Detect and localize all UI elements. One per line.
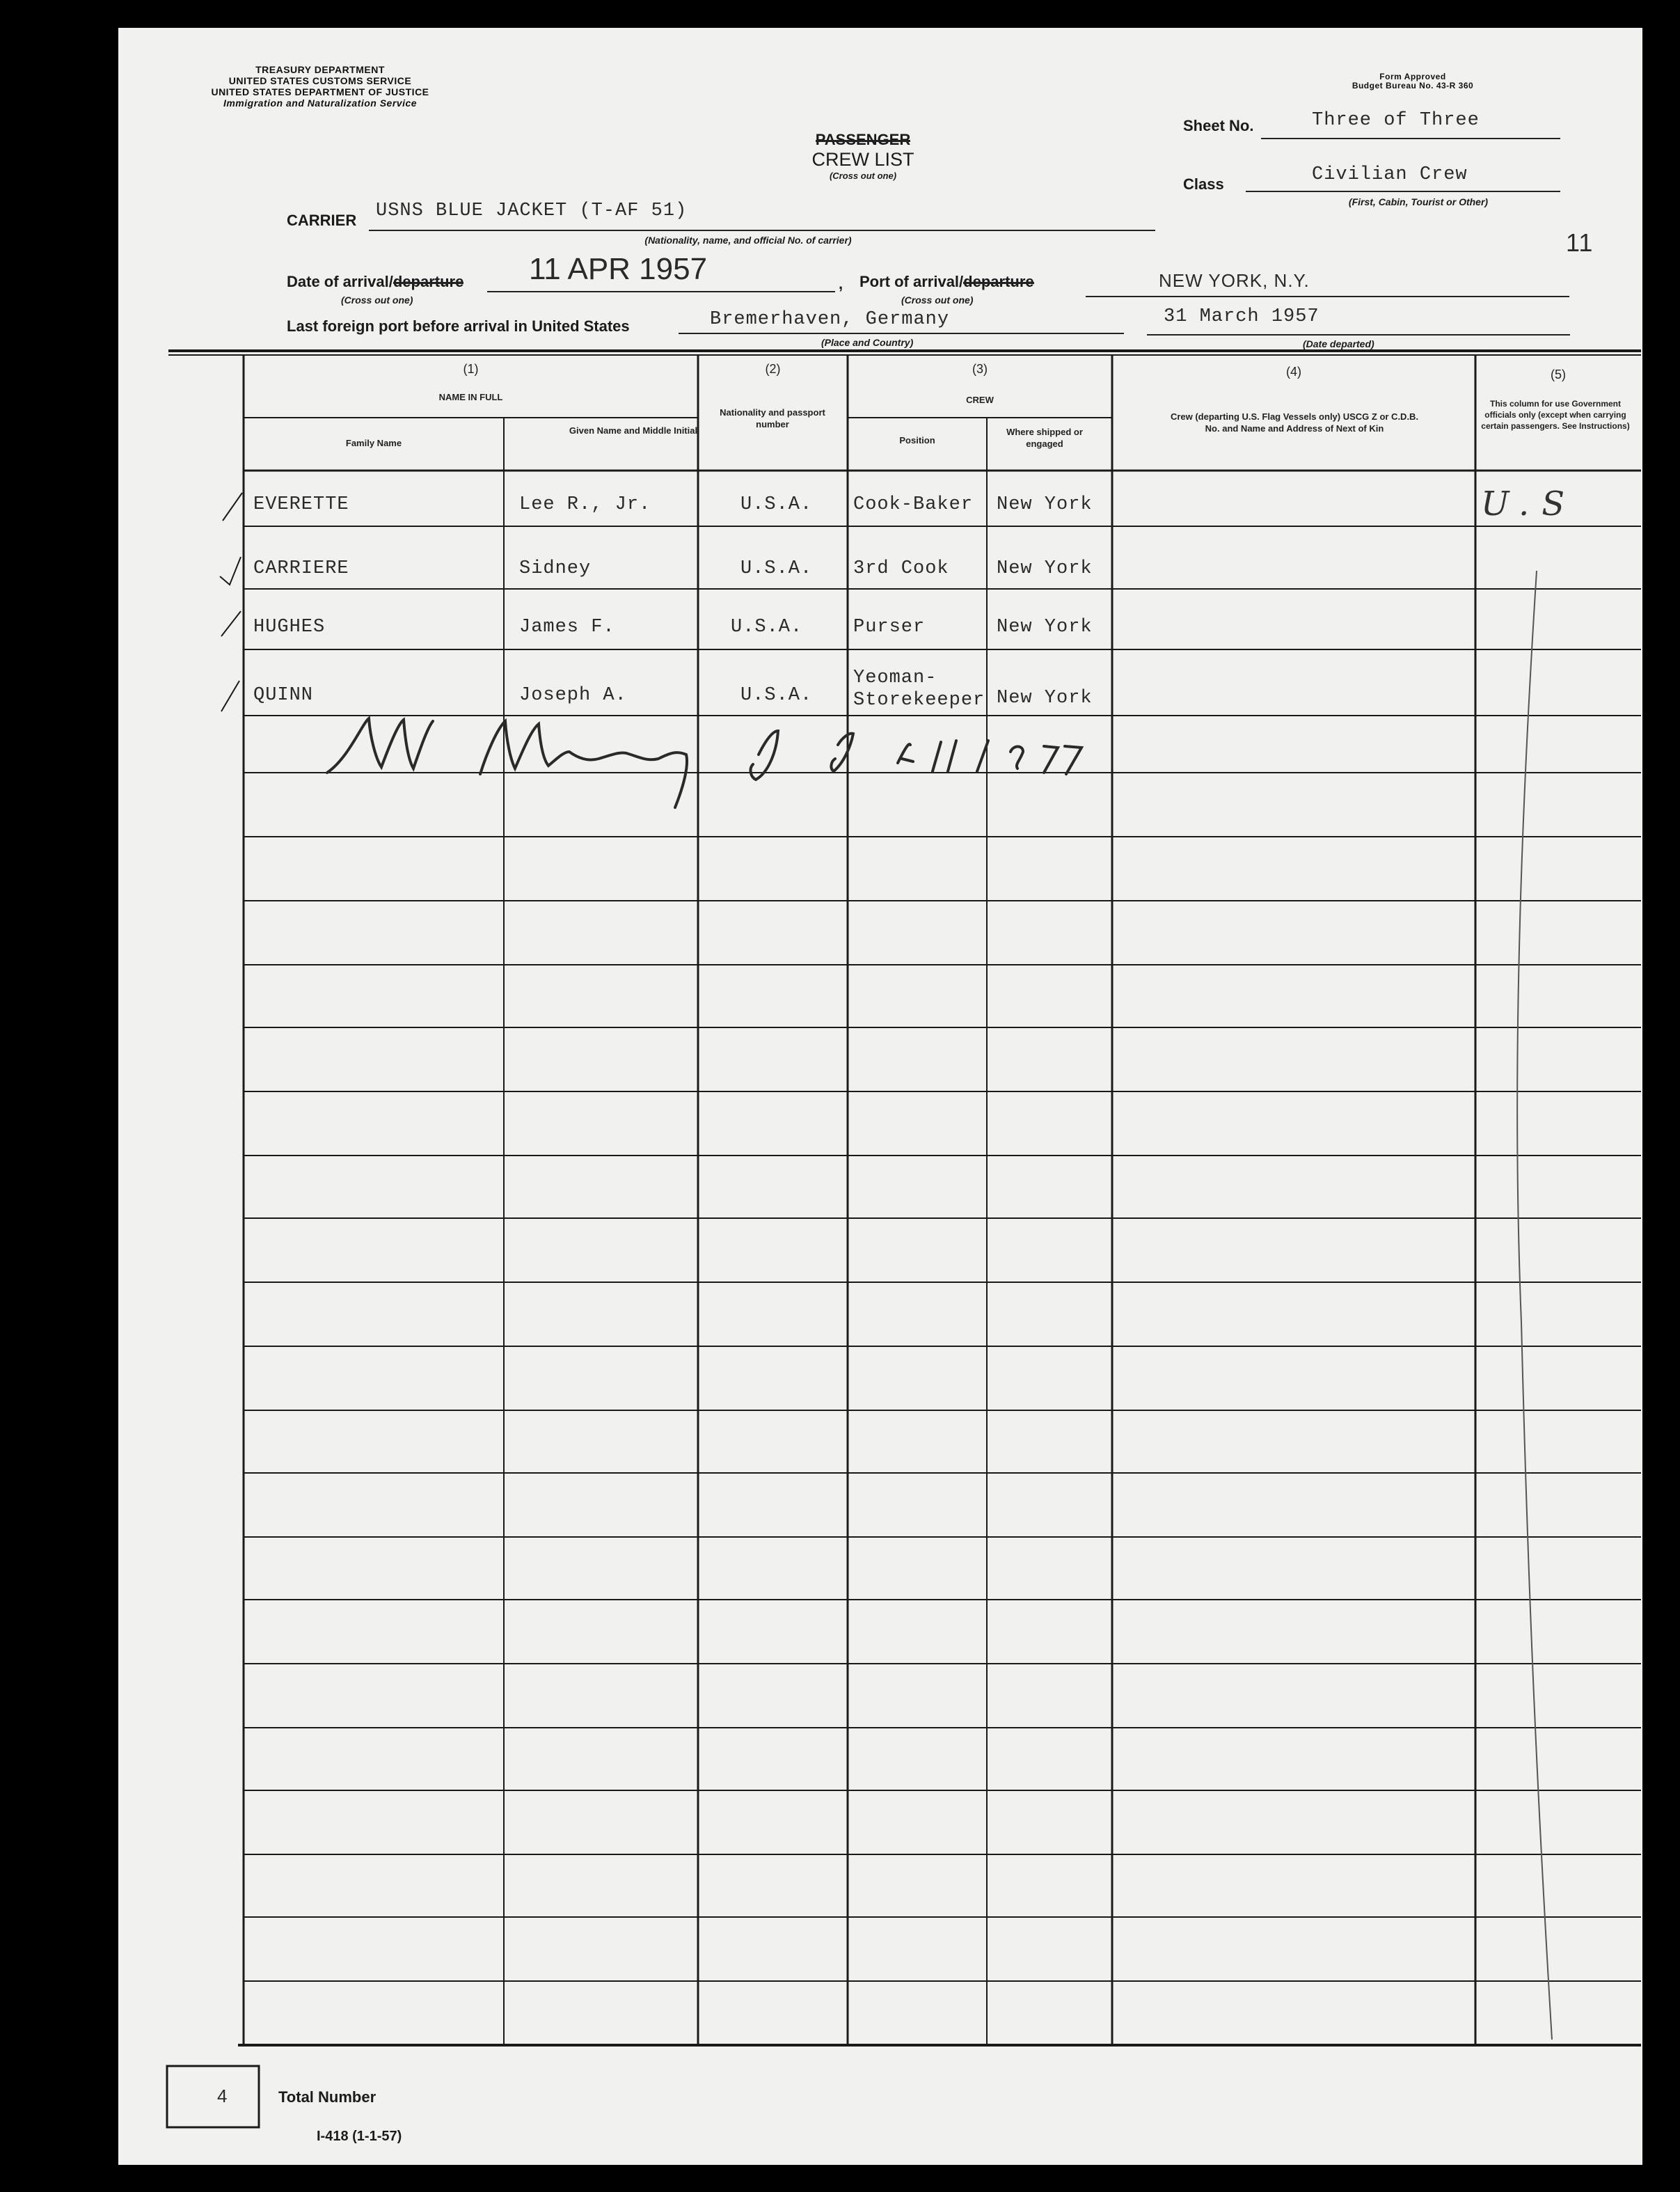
date-note: (Cross out one) [341,294,413,306]
carrier-value: USNS BLUE JACKET (T-AF 51) [376,200,688,221]
last-port-note: (Place and Country) [821,337,914,348]
col3b-header: Where shipped or engaged [1006,427,1083,449]
col1-num: (1) [463,362,479,376]
title-note: (Cross out one) [829,171,897,181]
row-3-shipped: New York [997,617,1093,638]
date-value: 11 APR 1957 [529,252,708,286]
date-departed-value: 31 March 1957 [1164,306,1320,327]
title-text: CREW LIST [811,149,914,170]
row-3-nationality: U.S.A. [731,617,803,638]
sheet-value: Three of Three [1312,110,1480,131]
page-number: 11 [1566,228,1594,257]
agency-line-1: TREASURY DEPARTMENT [255,64,385,75]
row-2-given: Sidney [519,558,592,579]
carrier-label: CARRIER [287,212,357,229]
budget-bureau-text: Budget Bureau No. 43-R 360 [1352,81,1474,90]
col5-mark: U.S [1481,484,1578,523]
form-approved-text: Form Approved [1379,72,1446,81]
row-4-shipped: New York [997,688,1093,709]
agency-line-4: Immigration and Naturalization Service [223,97,418,109]
row-4-position: Yeoman- Storekeeper [853,668,985,711]
class-value: Civilian Crew [1312,164,1468,185]
port-label-text: Port of arrival/ [859,273,964,290]
agency-line-3: UNITED STATES DEPARTMENT OF JUSTICE [211,86,429,97]
row-1-nationality: U.S.A. [740,494,813,515]
row-4-family: QUINN [253,685,314,706]
class-label: Class [1183,175,1224,193]
col3a-header: Position [899,435,935,446]
sheet-label: Sheet No. [1183,117,1254,134]
row-4-given: Joseph A. [519,685,627,706]
row-1-shipped: New York [997,494,1093,515]
class-note: (First, Cabin, Tourist or Other) [1348,196,1489,207]
comma-separator: , [839,275,843,292]
col3-num: (3) [972,362,988,376]
date-departed-note: (Date departed) [1303,338,1374,349]
col4-title: Crew (departing U.S. Flag Vessels only) USCG Z or C.D.B. No. and Name and Address of Next of Kin [1170,411,1419,434]
port-struck: departure [963,273,1034,290]
title-struck: PASSENGER [815,131,911,148]
row-1-position: Cook-Baker [853,494,974,515]
row-1-given: Lee R., Jr. [519,494,651,515]
row-2-position: 3rd Cook [853,558,949,579]
date-label-text: Date of arrival/ [287,273,393,290]
form-number: I-418 (1-1-57) [317,2129,402,2144]
agency-line-2: UNITED STATES CUSTOMS SERVICE [228,75,412,86]
date-struck: departure [393,273,464,290]
col2-num: (2) [765,362,781,376]
total-number-value: 4 [217,2085,228,2106]
col1b-header: Given Name and Middle Initial [569,425,698,436]
col4-num: (4) [1286,365,1301,379]
col1a-header: Family Name [345,438,402,448]
total-number-label: Total Number [278,2088,377,2106]
col5-title: This column for use Government officials only (except when carrying certain passengers. See Instructions) [1481,399,1630,431]
carrier-note: (Nationality, name, and official No. of carrier) [644,235,852,246]
row-2-nationality: U.S.A. [740,558,813,579]
port-value: NEW YORK, N.Y. [1159,270,1310,291]
col3-title: CREW [966,395,994,405]
row-2-shipped: New York [997,558,1093,579]
row-3-position: Purser [853,617,926,638]
port-note: (Cross out one) [901,294,974,306]
col2-title: Nationality and passport number [720,407,825,429]
col1-title: NAME IN FULL [438,392,503,402]
row-2-family: CARRIERE [253,558,349,579]
last-port-value: Bremerhaven, Germany [710,309,950,330]
row-4-nationality: U.S.A. [740,685,813,706]
row-3-family: HUGHES [253,617,326,638]
last-port-label: Last foreign port before arrival in United States [287,317,630,335]
row-1-family: EVERETTE [253,494,349,515]
row-3-given: James F. [519,617,615,638]
col5-num: (5) [1551,368,1566,381]
